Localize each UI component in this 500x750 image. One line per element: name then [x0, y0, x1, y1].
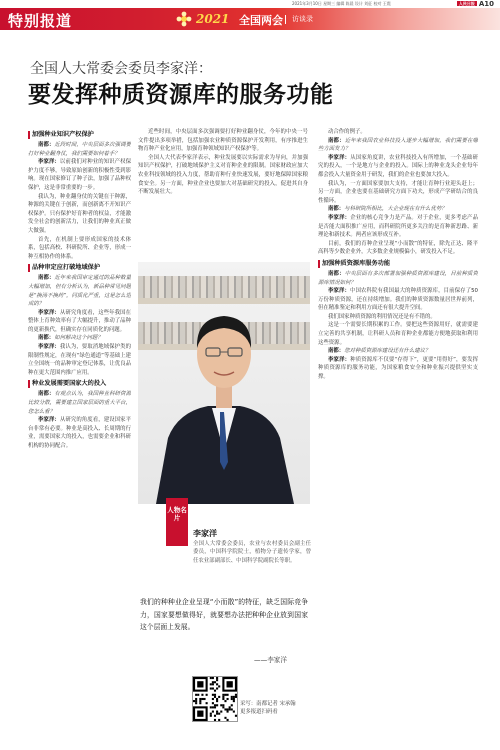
section-title: 全国两会 — [239, 14, 283, 27]
qr-module — [210, 687, 212, 689]
paragraph-text: 中央层面有多次部署加强种质资源库建设，目前种质资源库情况如何？ — [318, 270, 478, 286]
qr-module — [233, 700, 235, 702]
qr-module — [224, 694, 226, 696]
page-number-text: A10 — [478, 0, 494, 8]
qr-module — [210, 715, 212, 717]
qr-module — [216, 713, 218, 715]
interview-question — [28, 141, 131, 158]
page-number — [457, 0, 494, 8]
interview-answer — [28, 309, 131, 335]
qr-module — [227, 719, 229, 721]
interview-answer — [28, 193, 131, 236]
qr-module — [224, 708, 226, 710]
interview-answer — [318, 321, 478, 347]
interview-answer — [318, 128, 478, 137]
paragraph-text: 这是一个需要长期积累的工作。要把这些资源用好，就需要建立完善的共享机制，让科研人员和育种企业都能方便地获取和利用这些资源。 — [318, 322, 478, 346]
qr-module — [216, 683, 218, 685]
qr-module — [214, 715, 216, 717]
qr-module — [222, 696, 224, 698]
speaker-label: 李家洋： — [328, 288, 351, 295]
paragraph-text: 动合作的例子。 — [328, 129, 366, 135]
article-intro-column — [138, 128, 308, 260]
intro-paragraph: 全国人大代表李家洋表示，种业发展要以实际需求为导向，并加强知识产权保护，打破地域保护主义对育种企业的限制。国家财政应加大农业科技领域的投入力度，帮助育种行业快速发展，要好地保障国家粮食安全。另一方面，种业企业也要加大对基础研究的投入，促进其自身不断发展壮大。 — [138, 154, 308, 196]
paragraph-text: 目前，我们的育种企业呈现“小而散”的特征，除先正达、隆平高科等少数企业外，大多数企业规模偏小，研发投入不足。 — [318, 240, 478, 256]
person-name: 李家洋 — [193, 529, 217, 538]
qr-module — [210, 706, 212, 708]
qr-module — [214, 706, 216, 708]
qr-module — [197, 711, 203, 717]
interview-answer — [28, 416, 131, 450]
paragraph-text: 我们国家种质资源的利用情况还是有不错的。 — [328, 313, 436, 320]
qr-module — [222, 694, 224, 696]
interview-answer — [318, 287, 478, 313]
qr-module — [227, 708, 229, 710]
section-subheading: 加强种质资源库服务功能 — [318, 260, 478, 268]
qr-module — [210, 677, 212, 679]
qr-module — [227, 698, 229, 700]
qr-module — [214, 694, 216, 696]
qr-module — [212, 687, 214, 689]
header-band — [0, 8, 500, 30]
qr-module — [197, 694, 199, 696]
speaker-label: 李家洋： — [328, 154, 351, 161]
section-subheading: 种业发展需要国家大的投入 — [28, 380, 131, 388]
paragraph-text: 中国农科院有我国最大的种质资源库，目前保存了50万份种质资源，还在持续增加。我们的种质资源数量居世界前列，但在精准鉴定和利用方面还有很大提升空间。 — [318, 288, 478, 312]
interview-question — [318, 137, 478, 154]
article-headline: 要发挥种质资源库的服务功能 — [28, 82, 334, 108]
dateline: 2021年3月10日 星期三 编辑 陈晨 设计 刘征 校对 王霞 — [292, 1, 391, 6]
article-kicker: 全国人大常委会委员李家洋： — [30, 61, 212, 77]
qr-module — [212, 698, 214, 700]
interview-question — [318, 270, 478, 287]
qr-module — [231, 698, 233, 700]
qr-module — [218, 696, 220, 698]
paragraph-text: 我认为，要取消地域保护类的限制性规定，在现有“绿色通道”等基础上建立全国统一的品种审定登记体系，让优良品种在更大范围内推广应用。 — [28, 344, 131, 376]
qr-module — [216, 711, 218, 713]
qr-module — [195, 698, 197, 700]
paragraph-text: 近段时间，中央层面多次强调要打好种业翻身仗，我们需要如何着手？ — [28, 142, 131, 157]
qr-module — [218, 713, 220, 715]
qr-module — [216, 700, 218, 702]
interview-answer — [28, 158, 131, 192]
qr-module — [197, 681, 203, 687]
paragraph-text: 从研究角度看，这些年我国在整体上育种效率有了大幅提升，推动了品种的更新换代，但确实存在同质化的问题。 — [28, 309, 131, 333]
paragraph-text: 企业的核心竞争力是产品。对于企业，更多考虑产品是否能大面积推广应用，而科研院所更多关注的是育种新思路、新理论和新技术。两者应该形成互补。 — [318, 214, 478, 239]
section-subheading: 加强种业知识产权保护 — [28, 131, 131, 139]
qr-module — [224, 717, 226, 719]
speaker-label: 南都： — [328, 348, 345, 355]
qr-module — [199, 698, 201, 700]
page-header — [0, 0, 500, 34]
person-portrait-icon — [138, 262, 310, 504]
qr-module — [216, 698, 218, 700]
qr-module — [203, 698, 205, 700]
interview-question — [28, 274, 131, 308]
qr-module — [233, 696, 235, 698]
qr-module — [210, 683, 212, 685]
subsection-title: 访谈录 — [292, 15, 313, 23]
qr-module — [206, 702, 208, 704]
qr-module — [201, 694, 203, 696]
qr-module — [233, 698, 235, 700]
qr-module — [199, 700, 201, 702]
speaker-label: 南都： — [38, 142, 55, 148]
speaker-label: 李家洋： — [328, 214, 351, 221]
qr-module — [195, 700, 197, 702]
speaker-label: 李家洋： — [328, 356, 351, 363]
qr-module — [216, 704, 218, 706]
paragraph-text: 从研究的角度看，建设国家平台非常有必要。种业是高投入、长周期的行业，需要国家大的投入，也需要企业和科研机构的协同配合。 — [28, 417, 131, 449]
interview-answer — [318, 214, 478, 240]
speaker-label: 南都： — [38, 391, 55, 398]
qr-module — [231, 704, 233, 706]
header-divider — [285, 15, 286, 24]
paragraph-text: 以前我们对种业的知识产权保护力度不够，导致原始创新的积极性受到影响。现在国家修订了种子法，加强了品种权保护，这是非常重要的一步。 — [28, 159, 131, 191]
qr-module — [210, 713, 212, 715]
qr-module — [229, 708, 231, 710]
paragraph-text: 种质资源库不仅要“存得下”，更要“用得好”，要发挥种质资源库的服务功能，为国家粮食安全和种业振兴提供坚实支撑。 — [318, 356, 478, 381]
qr-module — [227, 681, 233, 687]
portrait-photo — [138, 262, 310, 504]
interview-answer — [28, 343, 131, 377]
qr-module — [195, 694, 197, 696]
pull-quote: 我们的种种业企业呈现“小而散”的特征，缺乏国际竞争力，国家要想做得好，就要想办法把种种企业放到国家这个层面上发展。 — [140, 598, 308, 631]
event-year-mark: 2021 — [196, 12, 230, 26]
page-badge: 人民日报 — [458, 1, 475, 6]
qr-module — [235, 694, 237, 696]
qr-module — [212, 706, 214, 708]
qr-module — [193, 700, 195, 702]
paragraph-text: 如何解决这个问题？ — [54, 335, 103, 342]
qr-module — [216, 677, 218, 679]
speaker-label: 南都： — [328, 137, 345, 144]
qr-module — [222, 706, 224, 708]
qr-module — [229, 706, 231, 708]
qr-module — [218, 685, 220, 687]
qr-module — [235, 696, 237, 698]
interview-answer — [318, 356, 478, 382]
qr-module — [214, 690, 216, 692]
paragraph-text: 首先，在机制上要形成国家的技术体系，包括高校、科研院所、企业等，形成一种互相协作的体系。 — [28, 236, 131, 260]
interview-answer — [318, 154, 478, 180]
qr-module — [214, 696, 216, 698]
qr-module — [214, 704, 216, 706]
speaker-label: 李家洋： — [38, 159, 60, 166]
interview-answer — [318, 240, 478, 257]
interview-question — [318, 347, 478, 356]
paragraph-text: 近年来我国审定通过的品种数量大幅增加，但有分析认为，新品种常见问题是“换汤不换药”，同质化严重，这是怎么造成的？ — [28, 275, 131, 308]
interview-question — [28, 334, 131, 343]
qr-module — [212, 677, 214, 679]
qr-module — [206, 694, 208, 696]
qr-module — [212, 711, 214, 713]
flower-decoration-icon — [176, 11, 192, 27]
speaker-label: 李家洋： — [38, 417, 60, 424]
paragraph-text: 您对种质资源库建设还有什么建议？ — [344, 348, 431, 355]
person-bio: 全国人大常委会委员，农业与农村委员会副主任委员，中国科学院院士，植物分子遗传学家，曾任农业部副部长、中国科学院副院长等职。 — [193, 541, 311, 564]
speaker-label: 南都： — [38, 275, 55, 282]
qr-module — [218, 719, 220, 721]
paragraph-text: 近年来我国农业科技投入逐步大幅增加，我们需要在哪些方面发力？ — [318, 137, 478, 153]
speaker-label: 李家洋： — [38, 344, 60, 351]
intro-paragraph: 近些时间，中央层面多次强调要打好种业翻身仗，今年的中央一号文件提出多项举措，包括加强农业种质资源保护开发利用，有序推进生物育种产业化应用，加强育种领域知识产权保护等。 — [138, 129, 308, 153]
paragraph-text: 我认为，一方面国家要加大支持，才能让育种行业迎头赶上；另一方面，企业也要在基础研究方面下功夫，形成产学研结合的良性循环。 — [318, 180, 478, 204]
qr-module — [214, 681, 216, 683]
qr-module — [212, 683, 214, 685]
qr-module — [201, 698, 203, 700]
interview-answer — [318, 180, 478, 206]
header-meta-bar — [0, 0, 500, 8]
qr-module — [216, 687, 218, 689]
interview-answer — [318, 313, 478, 322]
qr-module — [220, 704, 222, 706]
qr-module — [212, 694, 214, 696]
qr-module — [216, 679, 218, 681]
column-name: 特别报道 — [8, 12, 73, 30]
qr-module — [227, 711, 229, 713]
qr-module — [224, 700, 226, 702]
article-column-3 — [318, 128, 478, 740]
speaker-label: 南都： — [328, 270, 345, 277]
interview-answer — [28, 236, 131, 262]
article-column-1 — [28, 128, 131, 740]
section-subheading: 品种审定应打破地域保护 — [28, 264, 131, 272]
qr-module — [235, 715, 237, 717]
qr-module — [233, 711, 235, 713]
interview-question — [28, 390, 131, 416]
qr-code-icon[interactable] — [192, 676, 238, 722]
qr-module — [212, 681, 214, 683]
qr-module — [227, 694, 229, 696]
qr-module — [231, 696, 233, 698]
qr-module — [222, 698, 224, 700]
qr-module — [214, 719, 216, 721]
paragraph-text: 与科研院所相比，大企业现在有什么优势？ — [344, 206, 447, 213]
qr-module — [212, 702, 214, 704]
qr-module — [199, 702, 201, 704]
qr-module — [222, 704, 224, 706]
paragraph-text: 我认为，种业翻身仗的关键在于种源，种源的关键在于创新，而创新离不开知识产权保护。只有保护好育种者的权益，才能激发全社会的创新活力，让我们的种业真正做大做强。 — [28, 193, 131, 234]
speaker-label: 李家洋： — [38, 309, 60, 316]
qr-module — [195, 702, 197, 704]
qr-module — [231, 708, 233, 710]
speaker-label: 南都： — [328, 206, 345, 213]
interview-question — [318, 205, 478, 214]
qr-caption: 采写：南都记者 宋承翰 更多报道扫码看 — [240, 701, 296, 715]
pull-quote-attribution: ——李家洋 — [254, 656, 287, 664]
profile-tag: 人物名片 — [166, 498, 188, 546]
speaker-label: 南都： — [38, 335, 55, 342]
paragraph-text: 有观点认为，我国种业科研资源比较分散，需要建立国家层面的重大平台，您怎么看？ — [28, 391, 131, 415]
paragraph-text: 从国家角度讲，农业科技投入有所增加，一个基础研究的投入，一个是地方与企业的投入。国际上的种业龙头企业每年都会投入大量资金用于研发，我们的企业也要加大投入。 — [318, 154, 478, 178]
qr-module — [220, 711, 222, 713]
